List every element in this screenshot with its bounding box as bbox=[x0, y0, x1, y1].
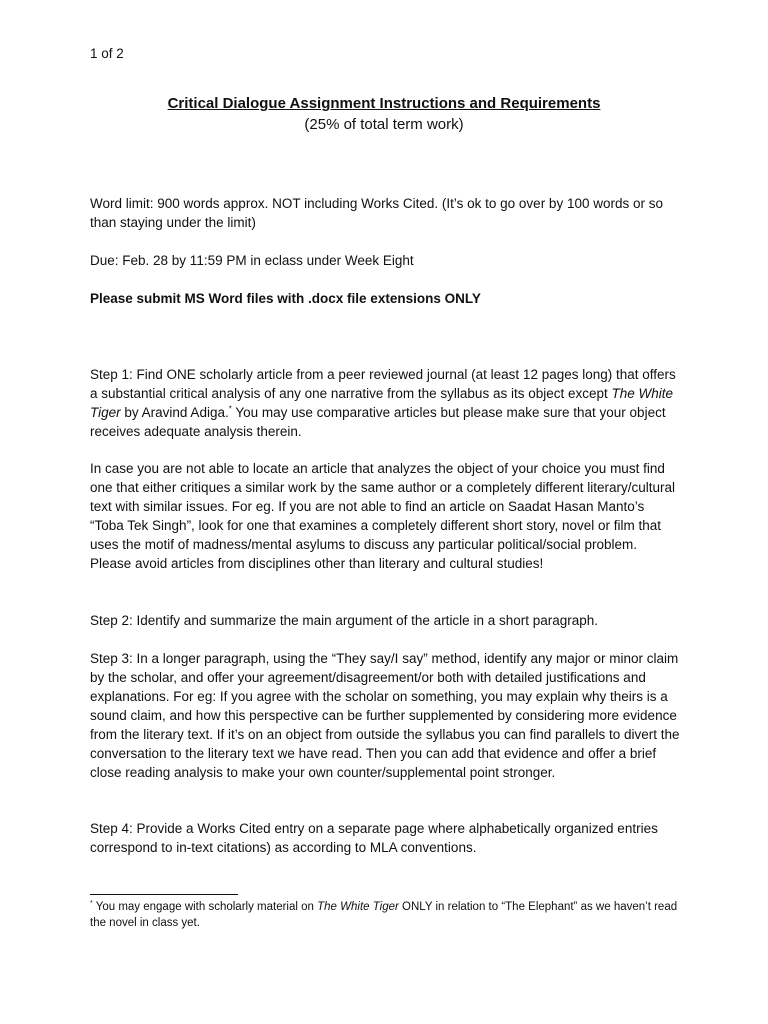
word-limit-paragraph bbox=[90, 194, 680, 232]
step1-text bbox=[90, 365, 680, 441]
footnote-marker[interactable]: * bbox=[228, 404, 232, 414]
step3-text: Step 3: In a longer paragraph, using the “They say/I say” method, identify any major or minor claim by the scholar, and offer your agreement/disagreement/or both with detailed justifications and explanations. For eg: If you agree with the scholar on something, you may explain why theirs is a sound claim, and how this perspective can be further supplemented by considering more evidence from the literary text. If it’s on an object from outside the syllabus you can find parallels to divert the conversation to the literary text we have read. Then you can add that evidence and offer a brief close reading analysis to make your own counter/supplemental point stronger. bbox=[90, 651, 680, 780]
step1-book-title: The White Tiger bbox=[90, 386, 674, 420]
alternative-text: In case you are not able to locate an article that analyzes the object of your choice you must find one that either critiques a similar work by the same author or a completely different literary/cultural text with similar issues. For eg. If you are not able to find an article on Saadat Hasan Manto’s “Toba Tek Singh”, look for one that examines a completely different short story, novel or film that uses the motif of madness/mental asylums to discuss any particular political/social problem. Please avoid articles from disciplines other than literary and cultural studies! bbox=[90, 461, 676, 571]
step1-paragraph bbox=[90, 365, 680, 441]
step1-intro: Step 1: Find ONE scholarly article from a peer reviewed journal (at least 12 pages long) that offers a substantial critical analysis of any one narrative from the syllabus as its object except bbox=[90, 367, 676, 401]
document-title: Critical Dialogue Assignment Instructions and Requirements bbox=[167, 95, 601, 112]
submit-paragraph bbox=[90, 289, 680, 308]
footnote-book-title: The White Tiger bbox=[317, 901, 399, 913]
page-number: 1 of 2 bbox=[90, 46, 124, 61]
document-subtitle: (25% of total term work) bbox=[304, 116, 464, 133]
step1-author: by Aravind Adiga. bbox=[120, 405, 229, 420]
title-block bbox=[0, 94, 768, 136]
due-paragraph bbox=[90, 251, 680, 270]
step2-paragraph bbox=[90, 611, 680, 630]
word-limit-text: Word limit: 900 words approx. NOT including Works Cited. (It’s ok to go over by 100 words or so than staying under the limit) bbox=[90, 196, 663, 230]
step3-paragraph bbox=[90, 649, 680, 782]
footnote-marker-label: * bbox=[90, 900, 93, 908]
alternative-paragraph bbox=[90, 459, 680, 573]
submit-note-text: Please submit MS Word files with .docx file extensions ONLY bbox=[90, 291, 481, 306]
due-text: Due: Feb. 28 by 11:59 PM in eclass under Week Eight bbox=[90, 253, 414, 268]
footnote-separator bbox=[90, 894, 238, 895]
footnote-intro: You may engage with scholarly material on bbox=[92, 901, 318, 913]
footnote-rest: ONLY in relation to “The Elephant” as we haven’t read the novel in class yet. bbox=[90, 901, 678, 929]
step2-text: Step 2: Identify and summarize the main argument of the article in a short paragraph. bbox=[90, 613, 599, 628]
step4-text: Step 4: Provide a Works Cited entry on a separate page where alphabetically organized entries correspond to in-text citations) as according to MLA conventions. bbox=[90, 821, 658, 855]
step1-rest: You may use comparative articles but please make sure that your object receives adequate analysis therein. bbox=[90, 405, 666, 439]
footnote bbox=[90, 899, 690, 931]
step4-paragraph bbox=[90, 819, 680, 857]
